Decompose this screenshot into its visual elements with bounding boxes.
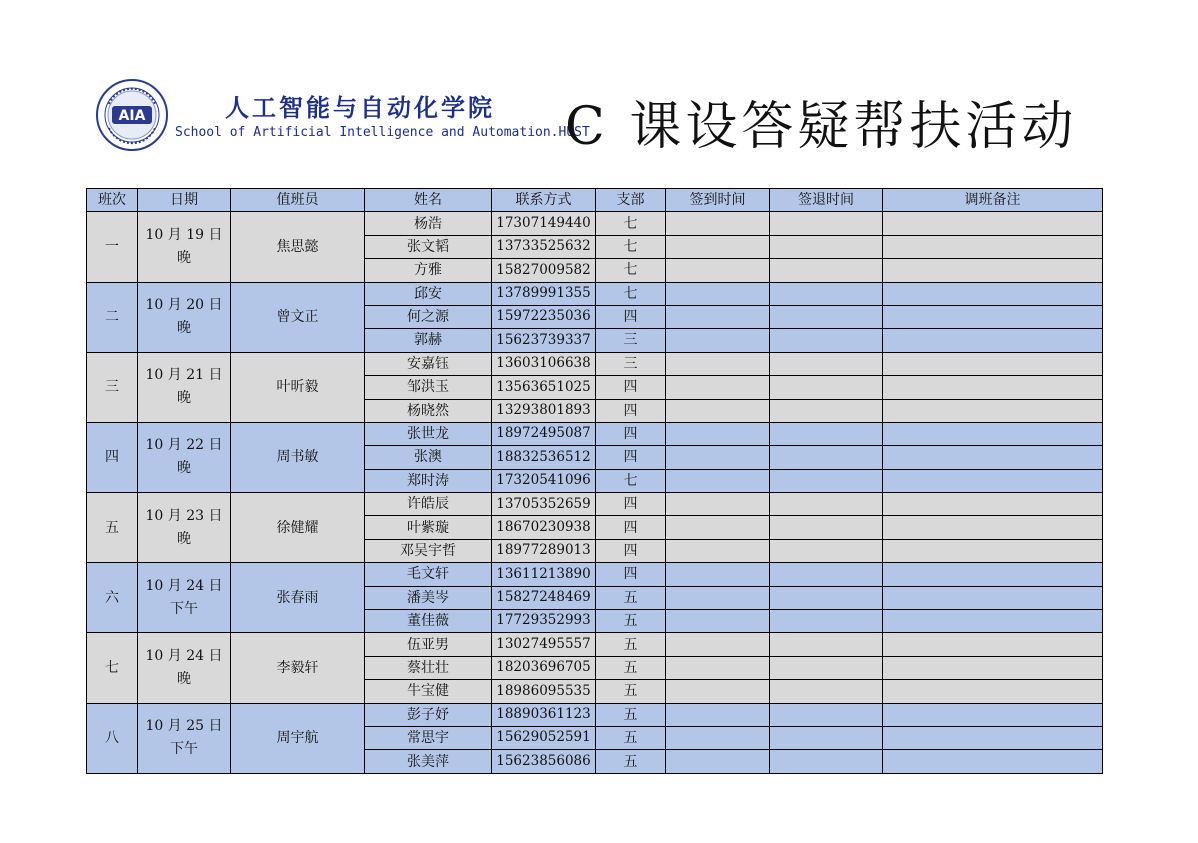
duty-officer-cell: 徐健耀	[231, 493, 365, 563]
sign-in-cell	[666, 212, 770, 235]
svg-text:AIA: AIA	[118, 108, 146, 124]
sign-in-cell	[666, 352, 770, 375]
column-header-phone: 联系方式	[492, 189, 596, 212]
member-name-cell: 张澳	[365, 446, 492, 469]
remark-cell	[883, 586, 1103, 609]
remark-cell	[883, 376, 1103, 399]
remark-cell	[883, 329, 1103, 352]
shift-number-cell: 一	[87, 212, 138, 282]
member-phone-cell: 18832536512	[492, 446, 596, 469]
sign-in-cell	[666, 656, 770, 679]
sign-out-cell	[770, 680, 883, 703]
remark-cell	[883, 259, 1103, 282]
table-row	[87, 422, 1103, 445]
school-name-en: School of Artificial Intelligence and Automation.HUST	[175, 125, 590, 140]
member-phone-cell: 15827009582	[492, 259, 596, 282]
member-name-cell: 方雅	[365, 259, 492, 282]
sign-in-cell	[666, 586, 770, 609]
member-branch-cell: 四	[596, 376, 666, 399]
sign-in-cell	[666, 610, 770, 633]
sign-out-cell	[770, 399, 883, 422]
member-phone-cell: 15623739337	[492, 329, 596, 352]
shift-group	[87, 563, 1103, 633]
member-phone-cell: 18890361123	[492, 703, 596, 726]
remark-cell	[883, 633, 1103, 656]
member-branch-cell: 五	[596, 586, 666, 609]
sign-out-cell	[770, 563, 883, 586]
member-phone-cell: 15623856086	[492, 750, 596, 773]
member-branch-cell: 七	[596, 235, 666, 258]
shift-date: 10 月 24 日	[145, 648, 223, 664]
member-name-cell: 杨浩	[365, 212, 492, 235]
table-row	[87, 703, 1103, 726]
member-name-cell: 叶紫璇	[365, 516, 492, 539]
member-branch-cell: 四	[596, 539, 666, 562]
sign-in-cell	[666, 235, 770, 258]
remark-cell	[883, 563, 1103, 586]
sign-in-cell	[666, 750, 770, 773]
table-row	[87, 633, 1103, 656]
school-name-cn: 人工智能与自动化学院	[225, 94, 495, 122]
shift-time: 晚	[177, 390, 191, 407]
remark-cell	[883, 305, 1103, 328]
column-header-name: 姓名	[365, 189, 492, 212]
sign-in-cell	[666, 680, 770, 703]
member-phone-cell: 13611213890	[492, 563, 596, 586]
shift-date-cell	[138, 633, 231, 703]
sign-out-cell	[770, 329, 883, 352]
table-row	[87, 563, 1103, 586]
shift-date: 10 月 25 日	[145, 718, 223, 735]
member-name-cell: 张文韬	[365, 235, 492, 258]
member-branch-cell: 五	[596, 610, 666, 633]
member-name-cell: 邱安	[365, 282, 492, 305]
remark-cell	[883, 493, 1103, 516]
remark-cell	[883, 399, 1103, 422]
shift-time: 晚	[177, 460, 191, 477]
member-phone-cell: 18972495087	[492, 422, 596, 445]
remark-cell	[883, 212, 1103, 235]
sign-out-cell	[770, 539, 883, 562]
remark-cell	[883, 282, 1103, 305]
sign-out-cell	[770, 305, 883, 328]
sign-in-cell	[666, 563, 770, 586]
sign-in-cell	[666, 399, 770, 422]
sign-out-cell	[770, 259, 883, 282]
aia-school-seal-icon	[95, 78, 169, 152]
member-phone-cell: 18203696705	[492, 656, 596, 679]
member-name-cell: 张世龙	[365, 422, 492, 445]
sign-out-cell	[770, 633, 883, 656]
table-row	[87, 282, 1103, 305]
column-header-branch: 支部	[596, 189, 666, 212]
sign-out-cell	[770, 422, 883, 445]
member-name-cell: 彭子妤	[365, 703, 492, 726]
member-name-cell: 邹洪玉	[365, 376, 492, 399]
duty-officer-cell: 张春雨	[231, 563, 365, 633]
member-name-cell: 潘美岑	[365, 586, 492, 609]
sign-out-cell	[770, 726, 883, 749]
sign-out-cell	[770, 376, 883, 399]
shift-time: 晚	[177, 249, 191, 266]
shift-time: 晚	[177, 530, 191, 547]
sign-out-cell	[770, 352, 883, 375]
member-name-cell: 董佳薇	[365, 610, 492, 633]
shift-time: 下午	[170, 600, 198, 617]
member-phone-cell: 18986095535	[492, 680, 596, 703]
sign-in-cell	[666, 493, 770, 516]
remark-cell	[883, 539, 1103, 562]
member-name-cell: 何之源	[365, 305, 492, 328]
remark-cell	[883, 610, 1103, 633]
member-phone-cell: 18670230938	[492, 516, 596, 539]
column-header-sign-in: 签到时间	[666, 189, 770, 212]
sign-in-cell	[666, 422, 770, 445]
remark-cell	[883, 726, 1103, 749]
member-phone-cell: 13027495557	[492, 633, 596, 656]
shift-number-cell: 六	[87, 563, 138, 633]
member-name-cell: 邓吴宇哲	[365, 539, 492, 562]
member-phone-cell: 13563651025	[492, 376, 596, 399]
shift-number-cell: 七	[87, 633, 138, 703]
sign-in-cell	[666, 633, 770, 656]
sign-out-cell	[770, 446, 883, 469]
remark-cell	[883, 469, 1103, 492]
duty-officer-cell: 叶昕毅	[231, 352, 365, 422]
shift-time: 晚	[177, 671, 191, 687]
member-branch-cell: 七	[596, 259, 666, 282]
member-name-cell: 郑时涛	[365, 469, 492, 492]
member-phone-cell: 17320541096	[492, 469, 596, 492]
duty-officer-cell: 周宇航	[231, 703, 365, 773]
sign-in-cell	[666, 516, 770, 539]
member-name-cell: 牛宝健	[365, 680, 492, 703]
member-name-cell: 张美萍	[365, 750, 492, 773]
sign-in-cell	[666, 259, 770, 282]
shift-date-cell	[138, 352, 231, 422]
shift-date-cell	[138, 212, 231, 282]
member-branch-cell: 七	[596, 469, 666, 492]
member-name-cell: 常思宇	[365, 726, 492, 749]
shift-group	[87, 493, 1103, 563]
sign-out-cell	[770, 516, 883, 539]
sign-out-cell	[770, 656, 883, 679]
sign-in-cell	[666, 703, 770, 726]
column-header-date: 日期	[138, 189, 231, 212]
member-branch-cell: 三	[596, 352, 666, 375]
sign-in-cell	[666, 305, 770, 328]
member-branch-cell: 五	[596, 726, 666, 749]
member-phone-cell: 13733525632	[492, 235, 596, 258]
sign-out-cell	[770, 703, 883, 726]
shift-date-cell	[138, 563, 231, 633]
sign-out-cell	[770, 750, 883, 773]
member-phone-cell: 13603106638	[492, 352, 596, 375]
remark-cell	[883, 703, 1103, 726]
member-phone-cell: 15972235036	[492, 305, 596, 328]
remark-cell	[883, 446, 1103, 469]
shift-group	[87, 352, 1103, 422]
sign-in-cell	[666, 539, 770, 562]
member-branch-cell: 三	[596, 329, 666, 352]
shift-date: 10 月 24 日	[145, 577, 223, 594]
member-branch-cell: 四	[596, 516, 666, 539]
member-branch-cell: 五	[596, 633, 666, 656]
shift-number-cell: 五	[87, 493, 138, 563]
member-branch-cell: 四	[596, 493, 666, 516]
page-header	[95, 78, 1105, 158]
duty-officer-cell: 焦思懿	[231, 212, 365, 282]
column-header-shift: 班次	[87, 189, 138, 212]
table-row	[87, 352, 1103, 375]
column-header-remark: 调班备注	[883, 189, 1103, 212]
member-branch-cell: 四	[596, 446, 666, 469]
sign-in-cell	[666, 282, 770, 305]
member-name-cell: 伍亚男	[365, 633, 492, 656]
member-phone-cell: 13789991355	[492, 282, 596, 305]
member-branch-cell: 四	[596, 563, 666, 586]
sign-out-cell	[770, 610, 883, 633]
member-branch-cell: 四	[596, 399, 666, 422]
sign-out-cell	[770, 212, 883, 235]
sign-in-cell	[666, 446, 770, 469]
member-branch-cell: 五	[596, 656, 666, 679]
member-phone-cell: 18977289013	[492, 539, 596, 562]
shift-group	[87, 422, 1103, 492]
member-branch-cell: 四	[596, 305, 666, 328]
duty-officer-cell: 李毅轩	[231, 633, 365, 703]
shift-date: 10 月 20 日	[145, 297, 223, 314]
shift-date-cell	[138, 493, 231, 563]
table-header-row	[87, 189, 1103, 212]
remark-cell	[883, 422, 1103, 445]
remark-cell	[883, 516, 1103, 539]
shift-date: 10 月 21 日	[145, 367, 223, 384]
duty-officer-cell: 曾文正	[231, 282, 365, 352]
shift-date: 10 月 22 日	[145, 437, 223, 454]
duty-roster-table	[86, 188, 1103, 774]
member-branch-cell: 五	[596, 750, 666, 773]
shift-group	[87, 282, 1103, 352]
shift-date-cell	[138, 282, 231, 352]
member-name-cell: 蔡壮壮	[365, 656, 492, 679]
member-branch-cell: 四	[596, 422, 666, 445]
member-branch-cell: 五	[596, 680, 666, 703]
sign-out-cell	[770, 493, 883, 516]
member-branch-cell: 七	[596, 212, 666, 235]
member-phone-cell: 15629052591	[492, 726, 596, 749]
remark-cell	[883, 750, 1103, 773]
member-branch-cell: 五	[596, 703, 666, 726]
member-phone-cell: 17729352993	[492, 610, 596, 633]
shift-date-cell	[138, 703, 231, 773]
member-phone-cell: 13705352659	[492, 493, 596, 516]
shift-number-cell: 三	[87, 352, 138, 422]
member-name-cell: 郭赫	[365, 329, 492, 352]
shift-number-cell: 四	[87, 422, 138, 492]
member-name-cell: 毛文轩	[365, 563, 492, 586]
shift-date-cell	[138, 422, 231, 492]
shift-group	[87, 703, 1103, 773]
sign-in-cell	[666, 469, 770, 492]
remark-cell	[883, 680, 1103, 703]
sign-out-cell	[770, 282, 883, 305]
shift-group	[87, 633, 1103, 703]
page-title: C 课设答疑帮扶活动	[565, 97, 1078, 157]
sign-out-cell	[770, 469, 883, 492]
shift-date: 10 月 23 日	[145, 507, 223, 524]
member-branch-cell: 七	[596, 282, 666, 305]
sign-out-cell	[770, 586, 883, 609]
sign-out-cell	[770, 235, 883, 258]
member-name-cell: 许皓辰	[365, 493, 492, 516]
sign-in-cell	[666, 726, 770, 749]
remark-cell	[883, 235, 1103, 258]
member-phone-cell: 13293801893	[492, 399, 596, 422]
sign-in-cell	[666, 329, 770, 352]
table-row	[87, 212, 1103, 235]
shift-number-cell: 八	[87, 703, 138, 773]
column-header-sign-out: 签退时间	[770, 189, 883, 212]
member-phone-cell: 15827248469	[492, 586, 596, 609]
duty-officer-cell: 周书敏	[231, 422, 365, 492]
shift-group	[87, 212, 1103, 282]
table-row	[87, 493, 1103, 516]
remark-cell	[883, 656, 1103, 679]
column-header-duty: 值班员	[231, 189, 365, 212]
shift-date: 10 月 19 日	[145, 226, 223, 243]
shift-number-cell: 二	[87, 282, 138, 352]
member-name-cell: 安嘉钰	[365, 352, 492, 375]
remark-cell	[883, 352, 1103, 375]
shift-time: 下午	[170, 741, 198, 758]
member-name-cell: 杨晓然	[365, 399, 492, 422]
sign-in-cell	[666, 376, 770, 399]
shift-time: 晚	[177, 320, 191, 337]
member-phone-cell: 17307149440	[492, 212, 596, 235]
